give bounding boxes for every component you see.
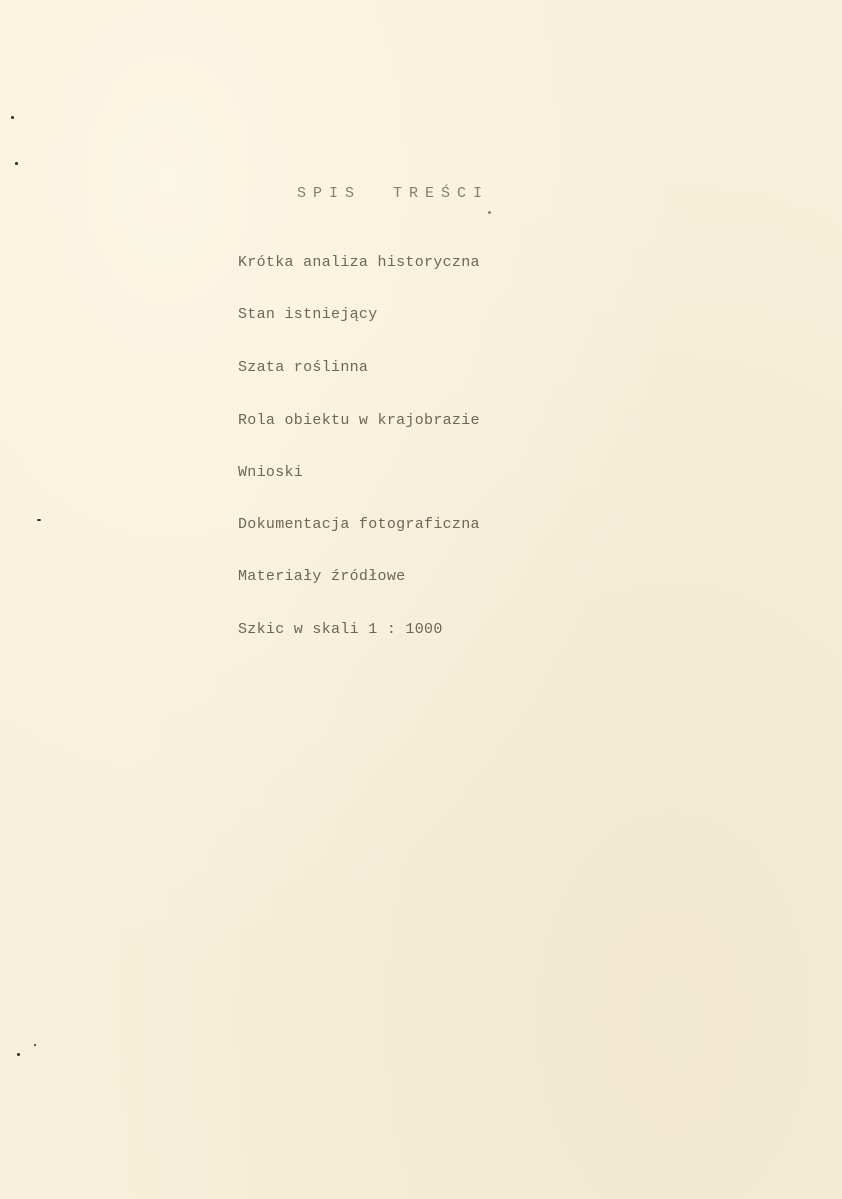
toc-entry-title: Stan istniejący [238, 306, 378, 323]
scan-speck [488, 211, 491, 214]
scan-speck [11, 116, 14, 119]
scan-speck [37, 519, 41, 521]
toc-entry-title: Szata roślinna [238, 359, 369, 376]
toc-entry-title: Szkic w skali 1 : 1000 [238, 621, 443, 638]
toc-entry-title: Dokumentacja fotograficzna [238, 516, 480, 533]
scan-speck [34, 1044, 36, 1046]
scan-speck [17, 1053, 20, 1056]
toc-entry-title: Wnioski [238, 464, 304, 481]
toc-entry-title: Materiały źródłowe [238, 568, 406, 585]
toc-entry-title: Krótka analiza historyczna [238, 254, 480, 271]
document-title: SPIS TREŚCI [297, 185, 490, 202]
toc-entry-title: Rola obiektu w krajobrazie [238, 412, 480, 429]
scan-speck [15, 162, 18, 165]
